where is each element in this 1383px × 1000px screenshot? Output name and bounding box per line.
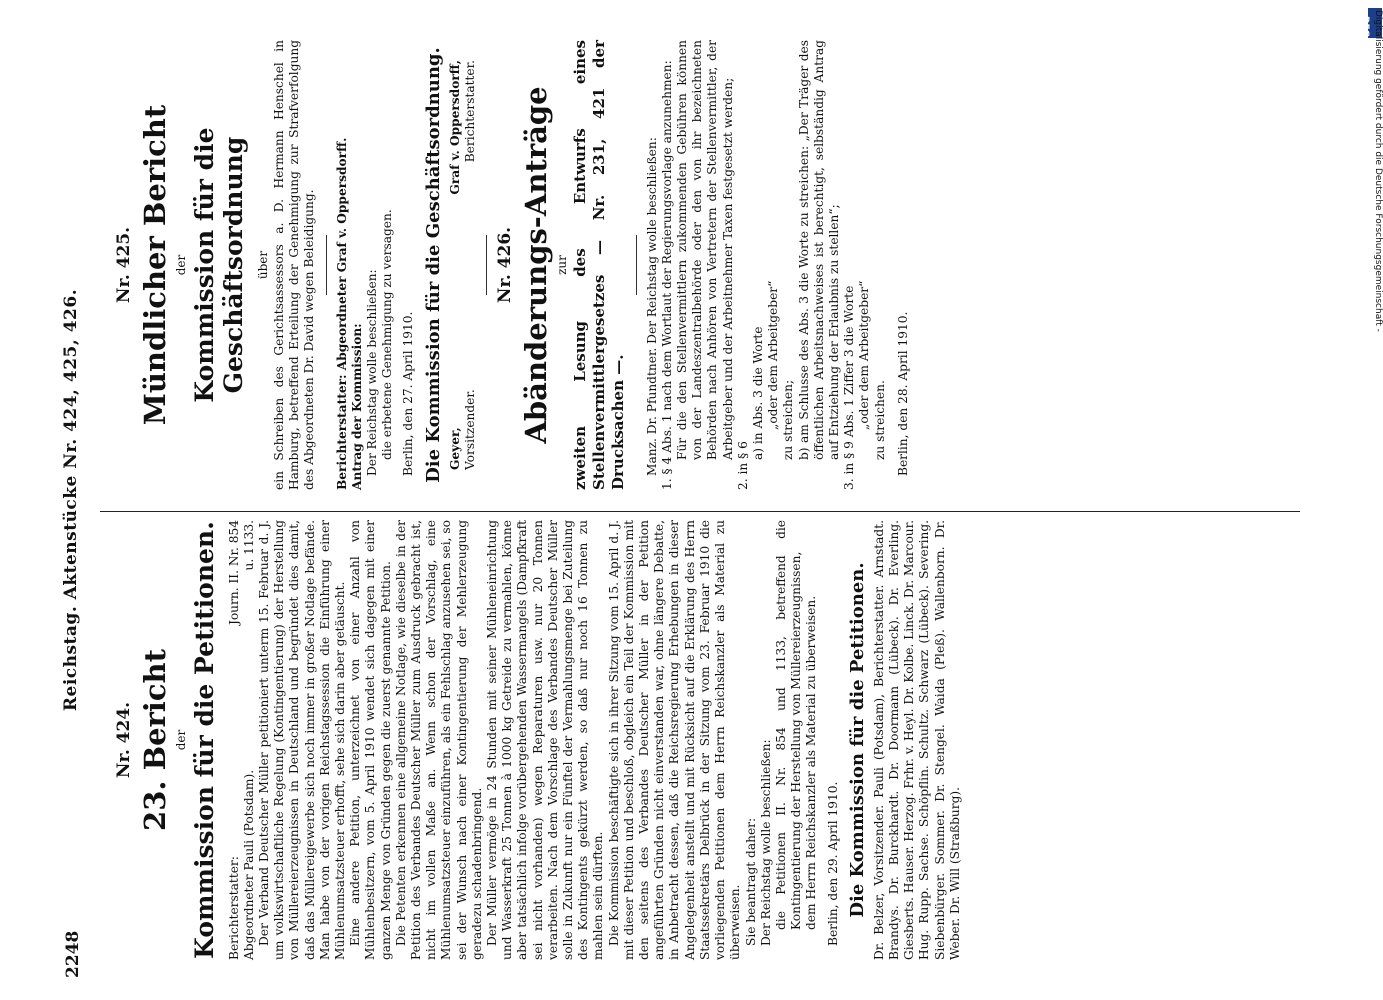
paragraph: Die Petenten erkennen eine allgemeine Notlage, wie dieselbe in der Petition des Verbandes Deutscher Müller zum Ausdruck gebracht ist, nicht im vollen Maße an. Wenn schon der Vorschlag, eine Mühlenumsatzsteuer einzuführen, als ein Fehlschlag anzusehen sei, so sei der Wunsch nach einer Kontingentierung der Mehlerzeugung geradezu schadenbringend. — [393, 520, 484, 960]
running-title: Reichstag. Aktenstücke Nr. 424, 425, 426. — [61, 288, 81, 712]
motion-heading: Antrag der Kommission: — [349, 323, 364, 490]
quote-text: „oder dem Arbeitgeber“ — [766, 280, 781, 430]
motion-text: die Petitionen II. Nr. 854 und 1133, betreffend die Kontingentierung der Herstellung von Müllereierzeugnissen, — [773, 520, 804, 930]
separator — [486, 235, 487, 295]
commission-signature-title: Die Kommission für die Petitionen. — [846, 562, 868, 918]
sub-item: zu streichen. — [872, 380, 887, 460]
left-column — [110, 520, 963, 960]
paragraph: ein Schreiben des Gerichtsassessors a. D. Hermann Henschel in Hamburg, betreffend Erteilung der Genehmigung zur Strafverfolgung des Abgeordneten Dr. David wegen Beleidigung. — [272, 40, 317, 490]
date-line: Berlin, den 28. April 1910. — [895, 311, 910, 476]
page-number: 2248 — [63, 930, 83, 978]
list-item: 1. § 4 Abs. 1 nach dem Wortlaut der Regierungsvorlage anzunehmen: — [659, 60, 674, 490]
amendments-title: Abänderungs-Anträge — [518, 86, 553, 444]
paragraph: Der Verband Deutscher Müller petitioniert unterm 15. Februar d. J. um volkswirtschaftliche Regelung (Kontingentierung) der Herstellung von Müllereierzeugnissen in Deutschland und begründet dies damit, daß das Müllereigewerbe sich noch immer in großer Notlage befände. Man habe von der vorigen Reichstagssession die Einführung einer Mühlenumsatzsteuer erhofft, sehe sich darin aber getäuscht. — [257, 520, 348, 960]
column-divider — [100, 511, 1300, 512]
funding-note-text: Digitalisierung gefördert durch die Deutsche Forschungsgemeinschaft - — [1373, 10, 1383, 332]
paragraph: Manz. Dr. Pfundtner. Der Reichstag wolle beschließen: — [644, 137, 659, 476]
report-title: Mündlicher Bericht — [138, 104, 172, 426]
zur-label: zur — [554, 255, 569, 275]
sub-item: zu streichen; — [781, 379, 796, 460]
rapporteur-row — [227, 520, 242, 960]
signature-row — [463, 40, 478, 490]
motion-text: die erbetene Genehmigung zu versagen. — [380, 209, 395, 460]
sub-item: a) in Abs. 3 die Worte — [751, 326, 766, 460]
bill-title: zweiten Lesung des Entwurfs eines Stellenvermittlergesetzes — Nr. 231, 421 der Drucksachen —. — [570, 40, 627, 490]
funding-note — [1372, 10, 1383, 990]
list-item: 2. in § 6 — [735, 441, 750, 490]
paragraph: Der Müller vermöge in 24 Stunden mit seiner Mühleneinrichtung und Wasserkraft 25 Tonnen à 1000 kg Getreide zu vermahlen, könne aber tatsächlich infolge vorübergehenden Wassermangels (Dampfkraft sei nicht vorhanden) wegen Reparaturen usw. nur 20 Tonnen verarbeiten. Nach dem Vorschlage des Verbandes Deutscher Müller solle in Zukunft nur ein Fünftel der Vermahlungsmenge bei Zuteilung des Kontingents gekürzt werden, so daß nur noch 16 Tonnen zu mahlen sein dürften. — [485, 520, 606, 960]
chair-role: Vorsitzender. — [462, 389, 477, 470]
rapporteur-role: Berichterstatter. — [462, 60, 477, 163]
date-line: Berlin, den 29. April 1910. — [825, 781, 840, 946]
report-title: 23. Bericht — [138, 649, 172, 831]
date-line: Berlin, den 27. April 1910. — [401, 311, 416, 476]
member-list: Dr. Belzer, Vorsitzender. Pauli (Potsdam), Berichterstatter. Arnstadt. Brandys. Dr. Burckhardt. Dr. Doormann (Lübeck). Dr. Everling. Giesberts. Hauser. Herzog. Frhr. v. Heyl. Dr. Kolbe. Linck. Dr. Marcour. Hug. Rupp. Sachse. Schöpflin. Schultz. Schwarz (Lübeck). Severing. Siebenbürger. Sommer. Dr. Stengel. Waida (Pleß). Wallenborn. Dr. Weber. Dr. Will (Straßburg). — [871, 520, 962, 960]
separator — [326, 235, 327, 295]
rapporteur-line: Berichterstatter: Abgeordneter Graf v. Oppersdorff. — [334, 137, 349, 490]
journal-ref: Journ. II. Nr. 854 — [227, 520, 241, 626]
rapporteur-row2 — [242, 520, 257, 960]
separator — [636, 235, 637, 295]
doc-number: Nr. 424. — [114, 701, 134, 779]
paragraph: Die Kommission beschäftigte sich in ihrer Sitzung vom 15. April d. J. mit dieser Petition und beschloß, obgleich ein Teil der Kommission mit den seitens des Verbandes Deutscher Müller in der Petition angeführten Gründen nicht einverstanden war, ohne längere Debatte, in Anbetracht dessen, daß die Reichsregierung Erhebungen in dieser Angelegenheit anstellt und mit Rücksicht auf die Erklärung des Herrn Staatssekretärs Delbrück in der Sitzung vom 23. Februar 1910 die vorliegenden Petitionen dem Herrn Reichskanzler als Material zu überweisen. — [606, 520, 743, 960]
rapporteur-label: Berichterstatter: — [227, 856, 241, 960]
rapporteur-name: Abgeordneter Pauli (Potsdam). — [242, 769, 256, 960]
motion-text: dem Herrn Reichskanzler als Material zu überweisen. — [804, 595, 819, 930]
list-item: 3. in § 9 Abs. 1 Ziffer 3 die Worte — [842, 285, 857, 490]
paragraph: Eine andere Petition, unterzeichnet von einer Anzahl von Mühlenbesitzern, vom 5. April 1910 wendet sich dagegen mit einer ganzen Menge von Gründen gegen die zuerst genannte Petition. — [348, 520, 393, 960]
doc-number: Nr. 426. — [494, 226, 515, 304]
signature-row — [448, 40, 463, 490]
paragraph: Der Reichstag wolle beschließen: — [758, 739, 773, 946]
journal-ref2: u. 1133. — [242, 520, 256, 571]
quote-text: „oder dem Arbeitgeber“ — [857, 280, 872, 430]
chair-name: Geyer, — [447, 427, 462, 470]
paragraph: Sie beantragt daher: — [743, 817, 758, 946]
der-label: der — [174, 729, 188, 751]
ueber-label: über — [256, 250, 270, 280]
commission-title: Kommission für die Geschäftsordnung — [190, 127, 248, 403]
dfg-logo: DFG — [1368, 8, 1382, 38]
sub-item: b) am Schlusse des Abs. 3 die Worte zu streichen: „Der Träger des öffentlichen Arbeitsnachweises ist berechtigt, selbständig Antrag auf Entziehung der Erlaubnis zu stellen“; — [796, 40, 842, 460]
commission-title: Kommission für die Petitionen. — [190, 521, 219, 959]
page-header — [55, 0, 91, 1000]
quote-text: Für die den Stellenvermittlern zukommenden Gebühren können von der Landeszentralbehörde oder den von ihr bezeichneten Behörden nach Anhören von Vertretern der Stellenvermittler, der Arbeitgeber und der Arbeitnehmer Taxen festgesetzt werden; — [675, 40, 735, 460]
commission-signature-title: Die Kommission für die Geschäftsordnung. — [422, 47, 444, 483]
rapporteur-name: Graf v. Oppersdorff, — [447, 60, 462, 195]
der-label: der — [174, 254, 188, 276]
doc-number: Nr. 425. — [114, 226, 134, 304]
paragraph: Der Reichstag wolle beschließen: — [365, 269, 380, 476]
right-column — [110, 40, 911, 490]
